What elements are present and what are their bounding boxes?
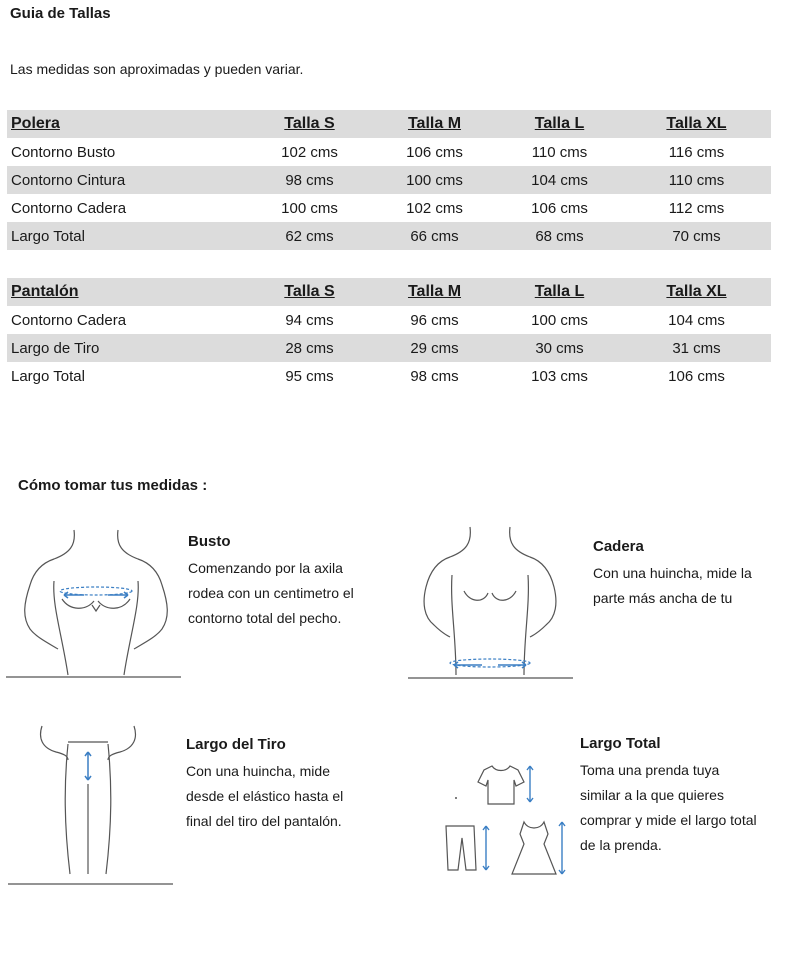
table-cell: 68 cms [497, 222, 622, 250]
table-cell: 102 cms [281, 143, 338, 161]
row-label: Contorno Cadera [11, 199, 127, 217]
table-cell: 28 cms [247, 334, 372, 362]
hip-heading: Cadera [593, 538, 644, 555]
table-row [7, 138, 771, 166]
header-cell: Talla M [372, 278, 497, 306]
table-cell: 104 cms [497, 166, 622, 194]
total-length-line: comprar y mide el largo total [580, 812, 757, 828]
how-to-measure-heading: Cómo tomar tus medidas : [18, 477, 208, 494]
table-row [7, 334, 771, 362]
header-cell: Talla M [372, 110, 497, 138]
table-cell: 110 cms [622, 166, 771, 194]
intro-text: Las medidas son aproximadas y pueden variar. [10, 61, 304, 77]
page-title: Guia de Tallas [10, 5, 111, 22]
total-length-line: de la prenda. [580, 837, 662, 853]
table-cell: 96 cms [410, 311, 459, 329]
table-cell: 98 cms [410, 367, 459, 385]
total-length-line: similar a la que quieres [580, 787, 724, 803]
table-cell: 95 cms [285, 367, 334, 385]
table-row [7, 306, 771, 334]
table-row [7, 362, 771, 390]
rise-line: desde el elástico hasta el [186, 788, 344, 804]
table-cell: 94 cms [285, 311, 334, 329]
table-cell: 100 cms [372, 166, 497, 194]
header-cell: Polera [7, 110, 247, 138]
bust-line: rodea con un centimetro el [188, 585, 354, 601]
hip-guide [593, 538, 752, 611]
rise-line: final del tiro del pantalón. [186, 813, 342, 829]
bust-line: contorno total del pecho. [188, 610, 342, 626]
bust-measure-figure-icon [6, 525, 181, 680]
hip-line: Con una huincha, mide la [593, 565, 752, 581]
table-header-row [7, 110, 771, 138]
table-cell: 106 cms [406, 143, 463, 161]
rise-heading: Largo del Tiro [186, 736, 286, 753]
row-label: Contorno Busto [11, 143, 116, 161]
table-cell: 116 cms [668, 143, 725, 161]
total-length-guide [580, 735, 757, 858]
header-cell: Pantalón [7, 278, 247, 306]
header-cell: Talla L [497, 278, 622, 306]
table-cell: 98 cms [247, 166, 372, 194]
row-label: Largo de Tiro [7, 334, 247, 362]
rise-measure-figure-icon [8, 724, 173, 886]
header-cell: Talla S [247, 278, 372, 306]
pantalon-size-table [7, 278, 771, 390]
table-row [7, 194, 771, 222]
polera-size-table [7, 110, 771, 250]
row-label: Largo Total [7, 222, 247, 250]
table-cell: 62 cms [247, 222, 372, 250]
table-cell: 110 cms [531, 143, 588, 161]
total-length-heading: Largo Total [580, 735, 661, 752]
hip-line: parte más ancha de tu [593, 590, 733, 606]
table-cell: 70 cms [622, 222, 771, 250]
table-cell: 31 cms [622, 334, 771, 362]
bust-line: Comenzando por la axila [188, 560, 343, 576]
table-cell: 100 cms [281, 199, 338, 217]
table-cell: 102 cms [406, 199, 463, 217]
table-header-row [7, 278, 771, 306]
table-cell: 66 cms [372, 222, 497, 250]
table-cell: 30 cms [497, 334, 622, 362]
row-label: Contorno Cadera [11, 311, 127, 329]
table-cell: 100 cms [531, 311, 588, 329]
bust-guide [188, 533, 354, 631]
rise-line: Con una huincha, mide [186, 763, 330, 779]
bust-heading: Busto [188, 533, 231, 550]
hip-measure-figure-icon [408, 525, 573, 680]
header-cell: Talla XL [622, 110, 771, 138]
garment-length-figure-icon [440, 758, 570, 880]
header-cell: Talla S [247, 110, 372, 138]
rise-guide [186, 736, 343, 834]
table-row [7, 222, 771, 250]
table-cell: 106 cms [668, 367, 725, 385]
table-cell: 112 cms [668, 199, 725, 217]
row-label: Contorno Cintura [7, 166, 247, 194]
table-cell: 106 cms [531, 199, 588, 217]
table-cell: 104 cms [668, 311, 725, 329]
total-length-line: Toma una prenda tuya [580, 762, 720, 778]
header-cell: Talla XL [622, 278, 771, 306]
header-cell: Talla L [497, 110, 622, 138]
table-cell: 103 cms [531, 367, 588, 385]
row-label: Largo Total [11, 367, 85, 385]
table-row [7, 166, 771, 194]
table-cell: 29 cms [372, 334, 497, 362]
